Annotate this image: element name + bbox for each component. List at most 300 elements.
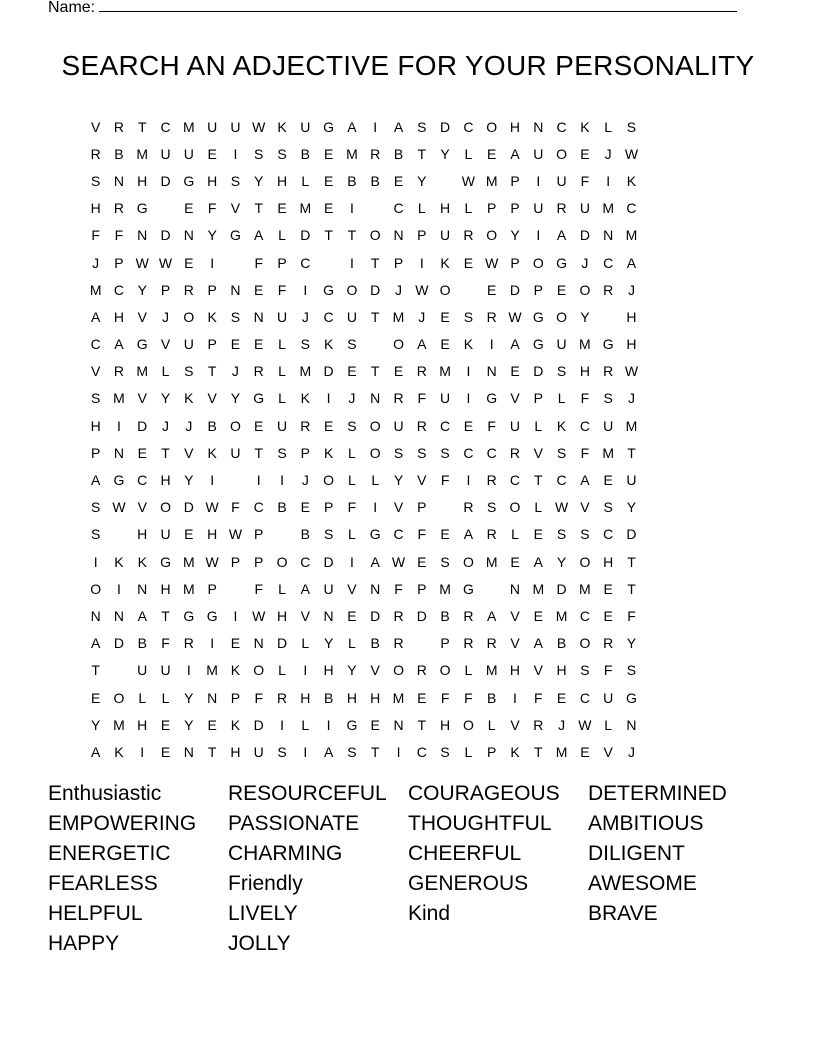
grid-cell[interactable]: E <box>254 417 264 434</box>
grid-cell[interactable]: R <box>486 635 497 652</box>
grid-cell[interactable]: E <box>580 145 590 162</box>
grid-cell[interactable]: V <box>230 200 241 217</box>
grid-cell[interactable]: Y <box>510 227 520 244</box>
grid-cell[interactable]: A <box>137 607 147 624</box>
grid-cell[interactable]: I <box>513 689 517 706</box>
grid-cell[interactable]: L <box>417 200 426 217</box>
grid-cell[interactable]: I <box>140 743 145 760</box>
grid-cell[interactable]: F <box>580 444 590 461</box>
grid-cell[interactable]: R <box>393 607 404 624</box>
grid-cell[interactable]: F <box>603 662 613 679</box>
grid-cell[interactable]: S <box>440 444 450 461</box>
grid-cell[interactable]: R <box>533 716 544 733</box>
grid-cell[interactable]: S <box>300 336 310 353</box>
grid-cell[interactable]: R <box>113 118 124 135</box>
grid-cell[interactable]: T <box>417 716 427 733</box>
grid-cell[interactable]: P <box>417 580 427 597</box>
grid-cell[interactable]: P <box>207 580 217 597</box>
grid-cell[interactable]: I <box>303 743 308 760</box>
grid-cell[interactable]: H <box>346 689 357 706</box>
grid-cell[interactable]: E <box>230 635 241 652</box>
grid-cell[interactable]: D <box>113 635 124 652</box>
grid-cell[interactable]: P <box>510 172 520 189</box>
grid-cell[interactable]: V <box>160 336 171 353</box>
grid-cell[interactable]: Y <box>184 689 194 706</box>
grid-cell[interactable]: E <box>300 499 310 516</box>
grid-cell[interactable]: R <box>556 200 567 217</box>
grid-cell[interactable]: H <box>160 472 171 489</box>
grid-cell[interactable]: G <box>183 607 195 624</box>
grid-cell[interactable]: U <box>440 227 451 244</box>
grid-cell[interactable]: B <box>556 635 567 652</box>
grid-cell[interactable]: P <box>207 336 217 353</box>
grid-cell[interactable]: W <box>205 553 219 570</box>
grid-cell[interactable]: F <box>254 254 263 271</box>
grid-cell[interactable]: P <box>160 281 171 298</box>
grid-cell[interactable]: A <box>90 472 101 489</box>
grid-cell[interactable]: V <box>137 308 147 325</box>
grid-cell[interactable]: L <box>348 635 356 652</box>
grid-cell[interactable]: N <box>183 743 194 760</box>
grid-cell[interactable]: J <box>231 363 239 380</box>
grid-cell[interactable]: G <box>323 118 335 135</box>
grid-cell[interactable] <box>433 499 456 515</box>
grid-cell[interactable]: V <box>510 716 520 733</box>
grid-cell[interactable]: M <box>113 390 125 407</box>
grid-cell[interactable]: D <box>160 172 171 189</box>
grid-cell[interactable]: M <box>555 607 568 624</box>
grid-cell[interactable]: R <box>113 200 124 217</box>
grid-cell[interactable]: I <box>419 254 424 271</box>
grid-cell[interactable]: S <box>626 118 637 135</box>
grid-cell[interactable]: H <box>300 689 311 706</box>
grid-cell[interactable]: H <box>90 417 101 434</box>
grid-cell[interactable]: E <box>323 417 334 434</box>
grid-cell[interactable]: S <box>417 118 427 135</box>
grid-cell[interactable]: Y <box>393 472 404 489</box>
grid-cell[interactable]: M <box>602 444 615 461</box>
grid-cell[interactable]: L <box>487 716 496 733</box>
grid-cell[interactable]: P <box>207 281 217 298</box>
grid-cell[interactable]: S <box>393 444 404 461</box>
grid-cell[interactable]: N <box>183 227 194 244</box>
grid-cell[interactable]: L <box>604 716 613 733</box>
grid-cell[interactable]: C <box>440 417 451 434</box>
grid-cell[interactable]: V <box>184 444 194 461</box>
grid-cell[interactable]: V <box>137 390 147 407</box>
grid-cell[interactable]: I <box>256 472 261 489</box>
grid-cell[interactable]: E <box>510 553 520 570</box>
grid-cell[interactable]: C <box>579 689 590 706</box>
grid-cell[interactable]: U <box>556 172 567 189</box>
grid-cell[interactable]: I <box>466 390 471 407</box>
grid-cell[interactable]: H <box>113 308 124 325</box>
grid-cell[interactable]: U <box>323 580 334 597</box>
grid-cell[interactable]: V <box>533 444 543 461</box>
grid-cell[interactable]: A <box>393 118 404 135</box>
grid-cell[interactable]: E <box>160 716 171 733</box>
grid-cell[interactable]: G <box>323 281 335 298</box>
grid-cell[interactable]: E <box>533 526 543 543</box>
grid-cell[interactable]: P <box>510 254 520 271</box>
grid-cell[interactable]: F <box>464 689 473 706</box>
grid-cell[interactable]: K <box>440 254 450 271</box>
grid-cell[interactable]: U <box>346 308 357 325</box>
grid-cell[interactable]: E <box>393 363 404 380</box>
grid-cell[interactable]: P <box>417 227 427 244</box>
grid-cell[interactable]: S <box>323 526 334 543</box>
grid-cell[interactable]: F <box>440 472 450 489</box>
grid-cell[interactable]: N <box>253 635 264 652</box>
grid-cell[interactable]: W <box>158 254 173 271</box>
grid-cell[interactable]: A <box>370 553 380 570</box>
grid-cell[interactable]: E <box>603 580 613 597</box>
grid-cell[interactable]: N <box>137 227 148 244</box>
grid-cell[interactable]: D <box>416 607 427 624</box>
grid-cell[interactable]: C <box>626 200 637 217</box>
grid-cell[interactable] <box>457 282 480 298</box>
grid-cell[interactable]: J <box>395 281 402 298</box>
grid-cell[interactable]: N <box>393 227 404 244</box>
grid-cell[interactable]: U <box>300 118 311 135</box>
grid-cell[interactable]: E <box>487 281 497 298</box>
grid-cell[interactable]: K <box>207 308 217 325</box>
grid-cell[interactable]: C <box>300 254 311 271</box>
grid-cell[interactable]: L <box>278 227 286 244</box>
grid-cell[interactable]: M <box>625 227 638 244</box>
grid-cell[interactable]: J <box>162 308 170 325</box>
grid-cell[interactable]: Y <box>440 145 450 162</box>
grid-cell[interactable]: G <box>113 472 125 489</box>
grid-cell[interactable]: O <box>532 254 544 271</box>
grid-cell[interactable]: H <box>626 308 637 325</box>
grid-cell[interactable]: T <box>91 662 100 679</box>
grid-cell[interactable]: M <box>392 308 405 325</box>
grid-cell[interactable]: E <box>533 607 543 624</box>
grid-cell[interactable]: T <box>417 145 427 162</box>
grid-cell[interactable]: P <box>510 200 520 217</box>
grid-cell[interactable]: A <box>533 553 543 570</box>
grid-cell[interactable]: H <box>276 607 288 624</box>
grid-cell[interactable]: I <box>373 499 378 516</box>
grid-cell[interactable]: V <box>533 662 543 679</box>
grid-cell[interactable]: J <box>604 145 612 162</box>
grid-cell[interactable]: L <box>301 172 310 189</box>
grid-cell[interactable]: P <box>417 499 427 516</box>
grid-cell[interactable]: L <box>161 363 170 380</box>
grid-cell[interactable]: N <box>137 580 148 597</box>
grid-cell[interactable]: P <box>277 254 287 271</box>
grid-cell[interactable]: U <box>393 417 404 434</box>
grid-cell[interactable]: H <box>370 689 381 706</box>
grid-cell[interactable]: B <box>487 689 497 706</box>
grid-cell[interactable]: H <box>556 662 567 679</box>
grid-cell[interactable]: L <box>534 417 543 434</box>
grid-cell[interactable]: P <box>230 689 241 706</box>
grid-cell[interactable]: M <box>602 200 615 217</box>
grid-cell[interactable]: H <box>137 526 148 543</box>
grid-cell[interactable]: B <box>300 145 310 162</box>
grid-cell[interactable]: I <box>303 662 308 679</box>
grid-cell[interactable]: R <box>393 390 404 407</box>
grid-cell[interactable]: B <box>300 526 310 543</box>
name-blank-line[interactable] <box>99 0 737 12</box>
grid-cell[interactable]: L <box>464 200 473 217</box>
grid-cell[interactable]: U <box>509 417 521 434</box>
grid-cell[interactable]: M <box>183 553 195 570</box>
grid-cell[interactable]: O <box>439 662 451 679</box>
grid-cell[interactable]: B <box>277 499 287 516</box>
grid-cell[interactable]: H <box>137 172 148 189</box>
grid-cell[interactable]: I <box>396 743 401 760</box>
grid-cell[interactable]: K <box>323 444 334 461</box>
grid-cell[interactable]: M <box>625 417 638 434</box>
grid-cell[interactable]: L <box>534 499 543 516</box>
grid-cell[interactable] <box>107 662 130 678</box>
grid-cell[interactable]: E <box>207 145 217 162</box>
grid-cell[interactable]: H <box>90 200 101 217</box>
grid-cell[interactable]: V <box>393 499 404 516</box>
grid-cell[interactable]: K <box>463 336 474 353</box>
grid-cell[interactable]: W <box>228 526 243 543</box>
grid-cell[interactable]: G <box>462 580 474 597</box>
grid-cell[interactable]: K <box>137 553 147 570</box>
grid-cell[interactable]: T <box>534 472 543 489</box>
grid-cell[interactable]: D <box>323 553 334 570</box>
grid-cell[interactable]: J <box>348 390 356 407</box>
grid-cell[interactable]: K <box>230 662 241 679</box>
grid-cell[interactable]: L <box>511 526 519 543</box>
grid-cell[interactable]: E <box>440 336 450 353</box>
grid-cell[interactable]: T <box>254 200 263 217</box>
grid-cell[interactable]: F <box>231 499 240 516</box>
grid-cell[interactable]: U <box>207 118 218 135</box>
grid-cell[interactable]: G <box>229 227 241 244</box>
grid-cell[interactable]: E <box>277 200 287 217</box>
grid-cell[interactable]: W <box>485 254 499 271</box>
grid-cell[interactable]: I <box>326 716 331 733</box>
grid-cell[interactable]: E <box>603 472 613 489</box>
grid-cell[interactable] <box>410 635 433 651</box>
grid-cell[interactable]: M <box>485 172 498 189</box>
grid-cell[interactable]: J <box>162 417 170 434</box>
grid-cell[interactable]: E <box>347 607 357 624</box>
grid-cell[interactable] <box>154 200 177 216</box>
grid-cell[interactable]: B <box>393 145 404 162</box>
grid-cell[interactable]: C <box>300 553 311 570</box>
grid-cell[interactable]: O <box>346 281 358 298</box>
grid-cell[interactable]: S <box>487 499 497 516</box>
grid-cell[interactable]: S <box>417 444 427 461</box>
grid-cell[interactable]: L <box>278 580 286 597</box>
grid-cell[interactable]: E <box>440 308 450 325</box>
grid-cell[interactable]: E <box>323 145 334 162</box>
grid-cell[interactable]: M <box>113 716 125 733</box>
grid-cell[interactable]: S <box>277 743 287 760</box>
grid-cell[interactable]: P <box>254 526 264 543</box>
grid-cell[interactable]: E <box>207 716 217 733</box>
grid-cell[interactable]: W <box>205 499 219 516</box>
grid-cell[interactable]: U <box>556 336 567 353</box>
grid-cell[interactable]: W <box>624 363 639 380</box>
grid-cell[interactable]: C <box>416 743 427 760</box>
grid-cell[interactable]: M <box>183 580 195 597</box>
grid-cell[interactable]: M <box>299 363 312 380</box>
grid-cell[interactable]: D <box>556 580 567 597</box>
grid-cell[interactable]: Y <box>90 716 101 733</box>
grid-cell[interactable]: R <box>603 363 614 380</box>
grid-cell[interactable]: D <box>579 227 590 244</box>
grid-cell[interactable]: H <box>509 662 521 679</box>
grid-cell[interactable]: L <box>161 689 170 706</box>
grid-cell[interactable]: H <box>440 200 451 217</box>
grid-cell[interactable]: V <box>347 580 357 597</box>
grid-cell[interactable]: S <box>463 308 474 325</box>
grid-cell[interactable]: N <box>230 281 241 298</box>
grid-cell[interactable]: I <box>117 580 121 597</box>
grid-cell[interactable]: S <box>230 172 241 189</box>
grid-cell[interactable]: R <box>603 635 614 652</box>
grid-cell[interactable]: O <box>276 553 288 570</box>
grid-cell[interactable]: E <box>137 444 147 461</box>
grid-cell[interactable]: E <box>90 689 101 706</box>
grid-cell[interactable]: V <box>90 363 101 380</box>
grid-cell[interactable]: M <box>439 363 451 380</box>
grid-cell[interactable]: K <box>300 390 310 407</box>
grid-cell[interactable]: I <box>280 472 284 489</box>
grid-cell[interactable]: P <box>487 200 497 217</box>
grid-cell[interactable]: D <box>300 227 311 244</box>
grid-cell[interactable]: E <box>510 363 520 380</box>
grid-cell[interactable]: S <box>277 145 287 162</box>
grid-cell[interactable]: E <box>254 336 264 353</box>
grid-cell[interactable]: B <box>114 145 124 162</box>
grid-cell[interactable]: R <box>416 363 427 380</box>
grid-cell[interactable]: M <box>392 689 405 706</box>
grid-cell[interactable]: R <box>183 281 194 298</box>
grid-cell[interactable]: S <box>277 444 287 461</box>
grid-cell[interactable]: T <box>370 254 380 271</box>
grid-cell[interactable]: S <box>184 363 194 380</box>
grid-cell[interactable] <box>433 173 456 189</box>
grid-cell[interactable]: J <box>581 254 589 271</box>
grid-cell[interactable]: I <box>233 145 238 162</box>
grid-cell[interactable]: G <box>556 254 568 271</box>
grid-cell[interactable]: N <box>509 580 521 597</box>
grid-cell[interactable]: K <box>207 444 217 461</box>
grid-cell[interactable]: L <box>278 662 286 679</box>
grid-cell[interactable]: C <box>579 417 590 434</box>
grid-cell[interactable]: L <box>464 145 473 162</box>
grid-cell[interactable]: F <box>207 200 217 217</box>
grid-cell[interactable]: Y <box>323 635 334 652</box>
grid-cell[interactable]: V <box>207 390 217 407</box>
grid-cell[interactable]: W <box>508 308 522 325</box>
grid-cell[interactable]: L <box>138 689 147 706</box>
grid-cell[interactable]: S <box>626 662 637 679</box>
grid-cell[interactable]: J <box>558 716 566 733</box>
grid-cell[interactable]: R <box>90 145 101 162</box>
grid-cell[interactable]: R <box>370 145 381 162</box>
grid-cell[interactable]: V <box>510 635 520 652</box>
grid-cell[interactable]: I <box>280 716 284 733</box>
grid-cell[interactable]: G <box>160 553 171 570</box>
grid-cell[interactable]: C <box>137 472 148 489</box>
grid-cell[interactable]: G <box>136 200 148 217</box>
grid-cell[interactable]: O <box>579 553 591 570</box>
grid-cell[interactable]: P <box>230 553 241 570</box>
grid-cell[interactable]: B <box>370 635 380 652</box>
grid-cell[interactable]: N <box>626 716 637 733</box>
grid-cell[interactable]: U <box>533 145 544 162</box>
grid-cell[interactable]: K <box>184 390 194 407</box>
grid-cell[interactable]: P <box>440 635 450 652</box>
grid-cell[interactable]: G <box>136 336 148 353</box>
grid-cell[interactable]: V <box>90 118 101 135</box>
grid-cell[interactable]: U <box>230 118 241 135</box>
grid-cell[interactable]: O <box>486 118 498 135</box>
grid-cell[interactable]: S <box>440 553 450 570</box>
grid-cell[interactable]: H <box>509 118 521 135</box>
grid-cell[interactable]: O <box>393 336 404 353</box>
grid-cell[interactable]: E <box>556 281 567 298</box>
grid-cell[interactable]: H <box>626 336 637 353</box>
grid-cell[interactable]: F <box>394 580 403 597</box>
grid-cell[interactable]: T <box>627 444 636 461</box>
grid-cell[interactable]: T <box>627 553 636 570</box>
grid-cell[interactable]: H <box>323 662 334 679</box>
grid-cell[interactable]: Y <box>626 635 637 652</box>
grid-cell[interactable]: H <box>440 716 451 733</box>
grid-cell[interactable]: O <box>509 499 521 516</box>
grid-cell[interactable]: T <box>207 743 217 760</box>
grid-cell[interactable]: O <box>369 227 381 244</box>
grid-cell[interactable]: O <box>556 145 568 162</box>
grid-cell[interactable]: A <box>417 336 427 353</box>
grid-cell[interactable]: R <box>183 635 194 652</box>
grid-cell[interactable]: U <box>160 526 171 543</box>
grid-cell[interactable]: O <box>253 662 265 679</box>
grid-cell[interactable]: P <box>114 254 124 271</box>
grid-cell[interactable]: O <box>579 281 591 298</box>
grid-cell[interactable]: U <box>276 308 288 325</box>
grid-cell[interactable]: O <box>462 716 474 733</box>
grid-cell[interactable]: I <box>606 172 611 189</box>
grid-cell[interactable]: I <box>117 417 121 434</box>
grid-cell[interactable] <box>364 336 387 352</box>
grid-cell[interactable]: B <box>370 172 380 189</box>
grid-cell[interactable]: S <box>254 145 264 162</box>
grid-cell[interactable]: R <box>253 363 264 380</box>
grid-cell[interactable]: R <box>463 607 474 624</box>
grid-cell[interactable]: Y <box>207 227 217 244</box>
grid-cell[interactable]: S <box>347 417 357 434</box>
grid-cell[interactable]: V <box>300 607 310 624</box>
grid-cell[interactable]: F <box>161 635 170 652</box>
grid-cell[interactable]: F <box>91 227 100 244</box>
grid-cell[interactable]: Y <box>626 499 637 516</box>
grid-cell[interactable]: P <box>533 390 543 407</box>
grid-cell[interactable]: G <box>183 172 195 189</box>
grid-cell[interactable]: I <box>536 227 541 244</box>
grid-cell[interactable]: W <box>252 607 266 624</box>
grid-cell[interactable]: D <box>137 417 148 434</box>
grid-cell[interactable]: P <box>533 281 543 298</box>
grid-cell[interactable]: J <box>627 390 635 407</box>
grid-cell[interactable]: C <box>556 118 567 135</box>
grid-cell[interactable]: K <box>277 118 287 135</box>
grid-cell[interactable]: P <box>300 444 310 461</box>
